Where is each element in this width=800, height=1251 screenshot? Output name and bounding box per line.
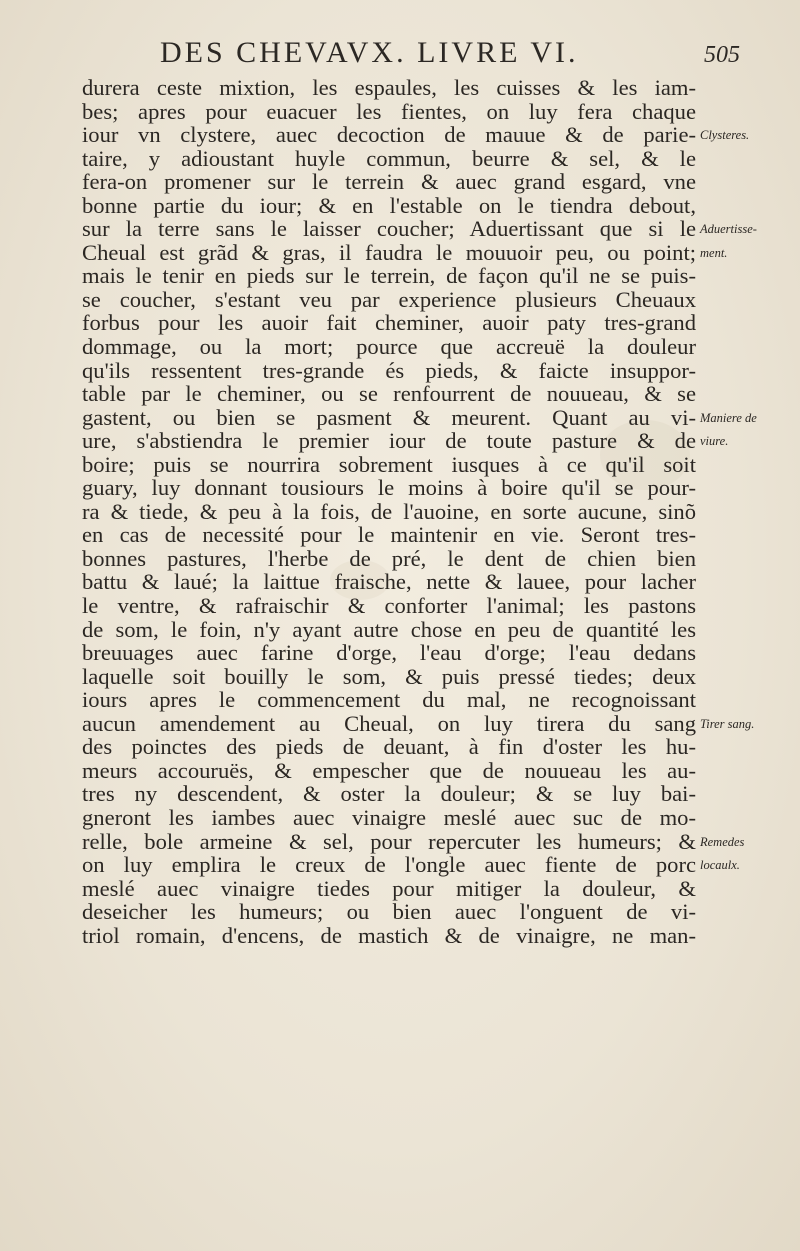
text-line: forbus pour les auoir fait cheminer, auoir paty tres-grand xyxy=(82,310,696,336)
text-line: de som, le foin, n'y ayant autre chose en peu de quantité les xyxy=(82,616,696,642)
text-line: relle, bole armeine & sel, pour repercuter les humeurs; & xyxy=(82,828,696,854)
text-line: gastent, ou bien se pasment & meurent. Quant au vi- xyxy=(82,404,696,430)
running-title: DES CHEVAVX. LIVRE VI. xyxy=(160,36,579,69)
text-line: triol romain, d'encens, de mastich & de vinaigre, ne man- xyxy=(82,922,696,948)
text-line: se coucher, s'estant veu par experience plusieurs Cheuaux xyxy=(82,286,696,312)
text-line: bonne partie du iour; & en l'estable on le tiendra debout, xyxy=(82,192,696,218)
margin-note: Aduertisse- xyxy=(700,222,757,237)
text-line: qu'ils ressentent tres-grande és pieds, & faicte insuppor- xyxy=(82,357,696,383)
text-line: laquelle soit bouilly le som, & puis pressé tiedes; deux xyxy=(82,663,696,689)
text-line: battu & laué; la laittue fraische, nette & lauee, pour lacher xyxy=(82,569,696,595)
text-line: on luy emplira le creux de l'ongle auec fiente de porc xyxy=(82,852,696,878)
text-line: guary, luy donnant tousiours le moins à boire qu'il se pour- xyxy=(82,475,696,501)
text-line: mais le tenir en pieds sur le terrein, de façon qu'il ne se puis- xyxy=(82,263,696,289)
text-line: durera ceste mixtion, les espaules, les cuisses & les iam- xyxy=(82,75,696,100)
text-line: iours apres le commencement du mal, ne recognoissant xyxy=(82,687,696,713)
margin-note: Remedes xyxy=(700,834,745,849)
text-line: fera-on promener sur le terrein & auec grand esgard, vne xyxy=(82,169,696,195)
text-line: gneront les iambes auec vinaigre meslé auec suc de mo- xyxy=(82,804,696,830)
text-line: bes; apres pour euacuer les fientes, on luy fera chaque xyxy=(82,98,696,124)
text-line: en cas de necessité pour le maintenir en vie. Seront tres- xyxy=(82,522,696,548)
page-header xyxy=(160,36,780,80)
text-line: aucun amendement au Cheual, on luy tirera du sang xyxy=(82,710,696,736)
margin-note: Clysteres. xyxy=(700,128,750,143)
text-line: bonnes pastures, l'herbe de pré, le dent de chien bien xyxy=(82,545,696,571)
text-line: le ventre, & rafraischir & conforter l'animal; les pastons xyxy=(82,593,696,619)
margin-note: Tirer sang. xyxy=(700,716,755,731)
text-line: boire; puis se nourrira sobrement iusques à ce qu'il soit xyxy=(82,451,696,477)
margin-notes xyxy=(700,0,798,1251)
margin-note: ment. xyxy=(700,245,728,260)
text-line: taire, y adioustant huyle commun, beurre & sel, & le xyxy=(82,145,696,171)
text-line: dommage, ou la mort; pource que accreuë la douleur xyxy=(82,334,696,360)
text-line: sur la terre sans le laisser coucher; Aduertissant que si le xyxy=(82,216,696,242)
text-line: deseicher les humeurs; ou bien auec l'onguent de vi- xyxy=(82,899,696,925)
text-line: table par le cheminer, ou se renfourrent de nouueau, & se xyxy=(82,381,696,407)
text-line: ra & tiede, & peu à la fois, de l'auoine, en sorte aucune, sinõ xyxy=(82,498,696,524)
text-line: Cheual est grãd & gras, il faudra le mouuoir peu, ou point; xyxy=(82,239,696,265)
text-line: meslé auec vinaigre tiedes pour mitiger la douleur, & xyxy=(82,875,696,901)
text-line: iour vn clystere, auec decoction de mauue & de parie- xyxy=(82,122,696,148)
text-line: des poinctes des pieds de deuant, à fin d'oster les hu- xyxy=(82,734,696,760)
margin-note: locaulx. xyxy=(700,858,740,873)
margin-note: Maniere de xyxy=(700,410,757,425)
text-line: tres ny descendent, & oster la douleur; & se luy bai- xyxy=(82,781,696,807)
text-line: meurs accouruës, & empescher que de nouueau les au- xyxy=(82,757,696,783)
body-text xyxy=(82,76,696,947)
text-line: breuuages auec farine d'orge, l'eau d'orge; l'eau dedans xyxy=(82,640,696,666)
margin-note: viure. xyxy=(700,434,729,449)
page-number: 505 xyxy=(704,42,740,68)
text-line: ure, s'abstiendra le premier iour de toute pasture & de xyxy=(82,428,696,454)
